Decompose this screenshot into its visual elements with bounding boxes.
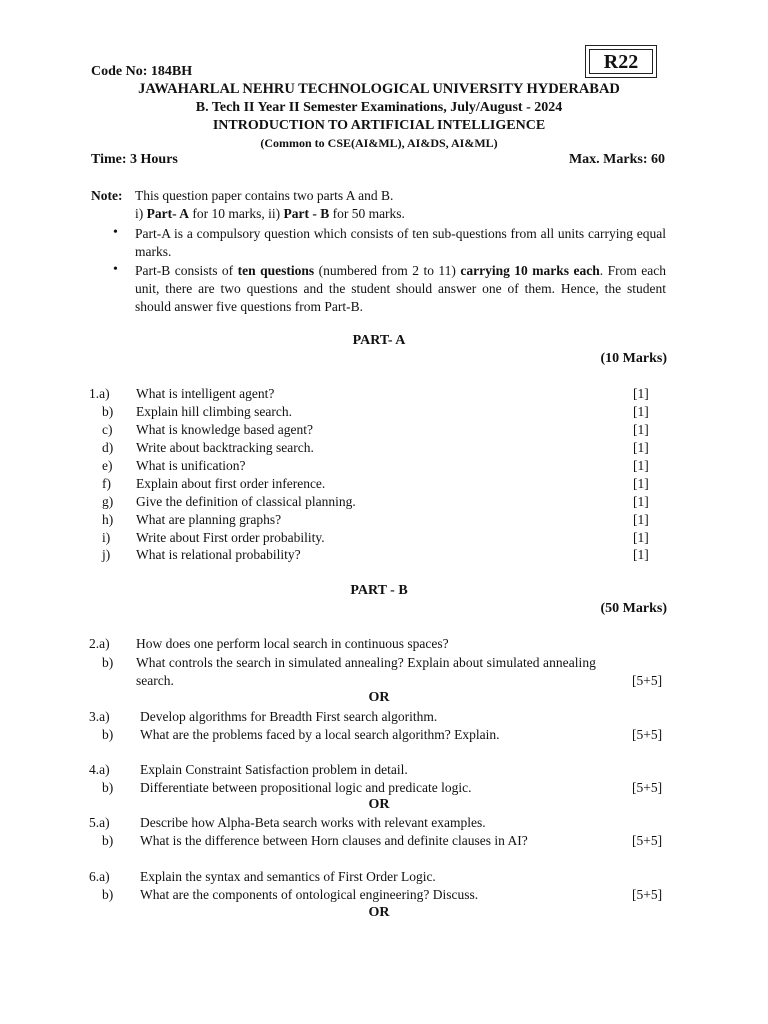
bullet-icon: • [113,262,118,277]
note-bullet-1: Part-A is a compulsory question which consists of ten sub-questions from all units carrying equal marks. [135,226,666,259]
question-text: Write about First order probability. [136,530,325,545]
university-name: JAWAHARLAL NEHRU TECHNOLOGICAL UNIVERSITY HYDERABAD [138,81,620,97]
part-a-marks: (10 Marks) [600,351,667,366]
question-number: b) [102,655,114,670]
question-number: f) [102,476,111,491]
question-text: Write about backtracking search. [136,440,314,455]
question-mark: [1] [633,512,649,527]
question-number: b) [102,404,114,419]
question-number: d) [102,440,114,455]
question-number: 2.a) [89,636,110,651]
question-number: g) [102,494,114,509]
part-b-marks: (50 Marks) [600,601,667,616]
question-number: 5.a) [89,815,110,830]
question-text: Explain Constraint Satisfaction problem in detail. [140,762,408,777]
question-mark: [1] [633,404,649,419]
question-number: 1.a) [89,386,110,401]
or-separator: OR [368,905,390,920]
question-mark: [1] [633,530,649,545]
question-mark: [5+5] [632,887,663,902]
question-text: What are the components of ontological engineering? Discuss. [140,887,479,902]
question-text: What is relational probability? [136,547,301,562]
common-to: (Common to CSE(AI&ML), AI&DS, AI&ML) [260,136,498,150]
question-number: e) [102,458,113,473]
question-mark: [1] [633,494,649,509]
question-text: What is unification? [136,458,246,473]
question-number: h) [102,512,114,527]
question-number: 4.a) [89,762,110,777]
question-text: How does one perform local search in continuous spaces? [136,636,449,651]
question-number: 6.a) [89,869,110,884]
regulation-code: R22 [603,51,639,73]
max-marks: Max. Marks: 60 [568,152,665,167]
question-text: What is knowledge based agent? [136,422,313,437]
question-text: Explain the syntax and semantics of First Order Logic. [140,869,436,884]
question-mark: [5+5] [632,673,663,688]
question-text: Develop algorithms for Breadth First search algorithm. [140,709,438,724]
question-text: Differentiate between propositional logic and predicate logic. [140,780,472,795]
question-mark: [5+5] [632,833,663,848]
regulation-box [585,45,657,78]
question-number: b) [102,887,114,902]
question-mark: [1] [633,422,649,437]
question-text: Give the definition of classical planning. [136,494,356,509]
question-number: b) [102,727,114,742]
question-text: What is intelligent agent? [136,386,275,401]
part-a-title: PART- A [352,333,406,348]
bullet-icon: • [113,225,118,240]
subject-title: INTRODUCTION TO ARTIFICIAL INTELLIGENCE [212,118,546,133]
question-text-continued: search. [136,673,174,688]
note-line-1: This question paper contains two parts A and B. [135,188,394,203]
question-number: c) [102,422,113,437]
question-number: b) [102,833,114,848]
question-mark: [1] [633,440,649,455]
or-separator: OR [368,797,390,812]
note-label: Note: [91,188,123,203]
note-bullet-2: Part-B consists of ten questions (numbered from 2 to 11) carrying 10 marks each. From each unit, there are two questions and the student should answer one of them. Hence, the student should answer five questions from Part-B. [135,263,667,314]
question-text: Describe how Alpha-Beta search works with relevant examples. [140,815,486,830]
question-mark: [1] [633,386,649,401]
question-number: 3.a) [89,709,110,724]
part-b-title: PART - B [350,583,408,598]
or-separator: OR [368,690,390,705]
note-line-2: i) Part- A for 10 marks, ii) Part - B for 50 marks. [135,206,405,221]
question-mark: [1] [633,458,649,473]
question-text: What is the difference between Horn clauses and definite clauses in AI? [140,833,528,848]
question-text: Explain about first order inference. [136,476,326,491]
question-number: i) [102,530,111,545]
time-label: Time: 3 Hours [91,152,178,167]
code-number: Code No: 184BH [91,64,193,79]
question-mark: [1] [633,547,649,562]
question-text: What controls the search in simulated annealing? Explain about simulated annealing [136,655,596,670]
question-mark: [5+5] [632,780,663,795]
exam-name: B. Tech II Year II Semester Examinations, July/August - 2024 [195,100,563,115]
question-number: b) [102,780,114,795]
question-text: What are planning graphs? [136,512,282,527]
question-text: Explain hill climbing search. [136,404,292,419]
question-number: j) [102,547,111,562]
question-mark: [1] [633,476,649,491]
question-mark: [5+5] [632,727,663,742]
question-text: What are the problems faced by a local search algorithm? Explain. [140,727,500,742]
